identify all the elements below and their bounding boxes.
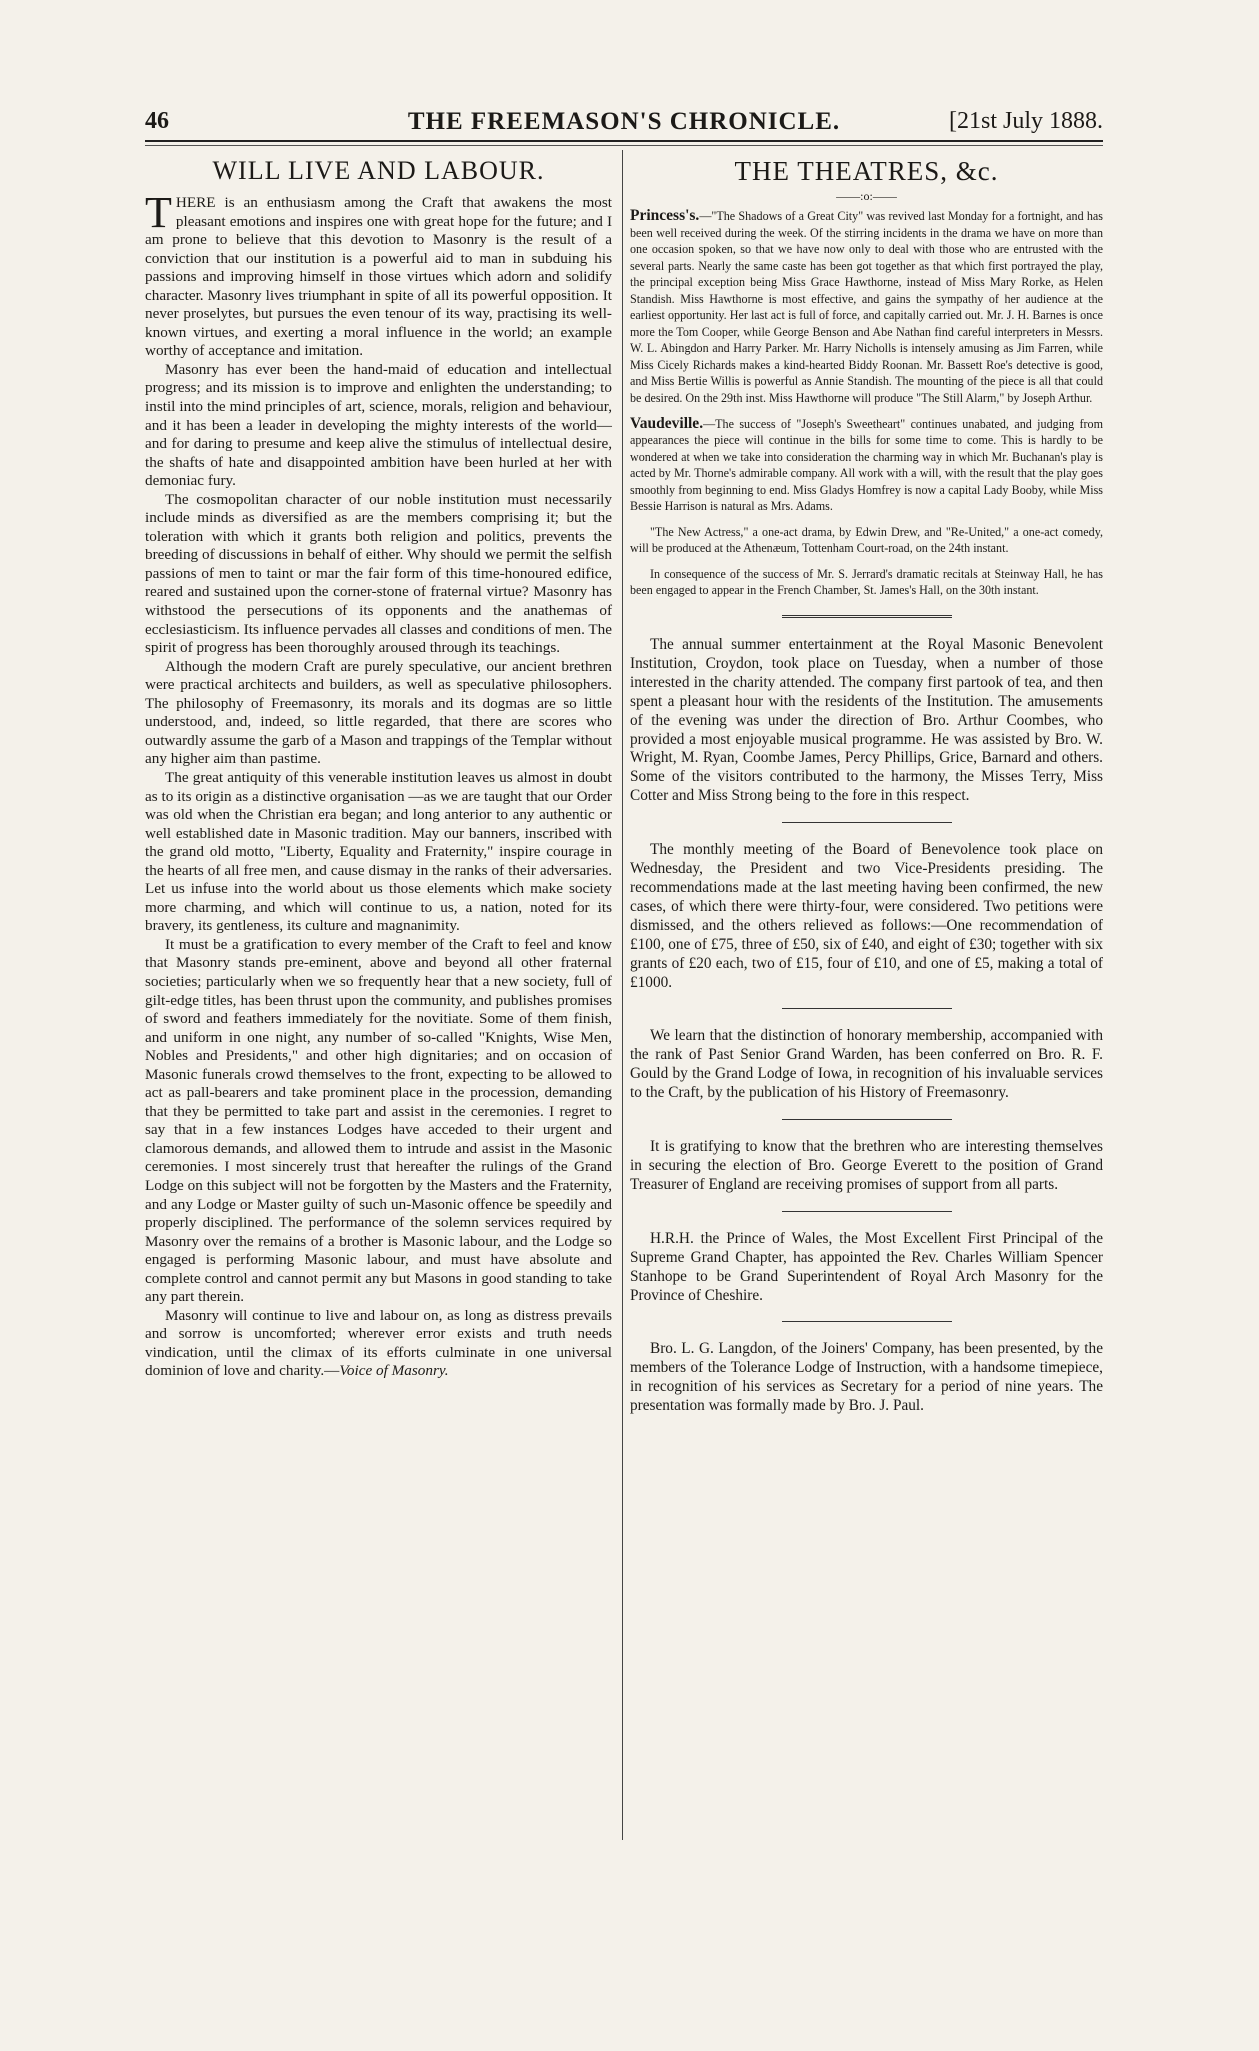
item-separator	[782, 1321, 952, 1322]
theatre-items	[630, 208, 1103, 599]
theatre-name: Princess's.	[630, 207, 700, 224]
right-column	[630, 156, 1103, 1416]
article-paragraph: Although the modern Craft are purely speculative, our ancient brethren were practical architects and builders, as well as speculative philosophers. The philosophy of Freemasonry, its morals and its dogmas are so little understood, and, indeed, so little regarded, that there are scores who outwardly assume the garb of a Mason and trappings of the Templar without any higher aim than pastime.	[145, 657, 612, 768]
article-paragraph: Masonry will continue to live and labour on, as long as distress prevails and sorrow is uncomforted; wherever error exists and truth needs vindication, until the climax of its efforts culminate in one universal dominion of love and charity.—Voice of Masonry.	[145, 1306, 612, 1380]
header-rule-thin	[145, 145, 1103, 146]
item-separator	[782, 1119, 952, 1120]
page-header	[145, 108, 1103, 142]
article-paragraph: The great antiquity of this venerable institution leaves us almost in doubt as to its origin as a distinctive organisation —as we are taught that our Order was old when the Christian era began; and long anterior to any authentic or well established date in Masonic tradition. May our banners, inscribed with the grand old motto, "Liberty, Equality and Fraternity," inspire courage in the hearts of all free men, and cause dismay in the ranks of their adversaries. Let us infuse into the world about us those elements which make society more charming, and which will continue to us, a nation, noted for its bravery, its gentleness, its culture and magnanimity.	[145, 768, 612, 935]
issue-date: [21st July 1888.	[948, 108, 1103, 134]
item-separator	[782, 1211, 952, 1212]
left-column	[145, 156, 612, 1381]
theatre-item: Vaudeville.—The success of "Joseph's Sweetheart" continues unabated, and judging from appearances the piece will continue in the bills for some time to come. This is hardly to be wondered at when we take into consideration the charming way in which Mr. Buchanan's play is acted by Mr. Thorne's admirable company. All work with a will, with the result that the play goes smoothly from beginning to end. Miss Gladys Homfrey is now a capital Lady Booby, while Miss Bessie Harrison is natural as Mrs. Adams.	[630, 414, 1103, 514]
theatres-section	[630, 208, 1103, 1416]
publication-title: THE FREEMASON'S CHRONICLE.	[407, 108, 841, 135]
item-separator	[782, 822, 952, 823]
drop-cap: T	[145, 188, 172, 237]
article-paragraph: The cosmopolitan character of our noble institution must necessarily include minds as diversified as are the members comprising it; but the toleration with which it grants both religion and politics, prevents the breeding of discussions in behalf of either. Why should we permit the selfish passions of men to taint or mar the fair form of this time-honoured edifice, reared and sustained upon the corner-stone of fraternal virtue? Masonry has withstood the persecutions of its opponents and the anathemas of ecclesiasticism. Its influence pervades all classes and conditions of men. The spirit of progress has been thoroughly aroused through its teachings.	[145, 490, 613, 657]
section-title: THE THEATRES, &c.	[734, 156, 999, 186]
theatre-note: In consequence of the success of Mr. S. Jerrard's dramatic recitals at Steinway Hall, he has been engaged to appear in the French Chamber, St. James's Hall, on the 30th instant.	[630, 566, 1103, 598]
theatre-name: Vaudeville.	[630, 414, 704, 432]
news-item: It is gratifying to know that the brethren who are interesting themselves in securing the election of Bro. George Everett to the position of Grand Treasurer of England are receiving promises of support from all parts.	[630, 1138, 1103, 1193]
section-separator	[782, 615, 952, 618]
page-number: 46	[145, 108, 169, 134]
news-items	[630, 636, 1103, 1416]
news-item: The annual summer entertainment at the Royal Masonic Benevolent Institution, Croydon, took place on Tuesday, when a number of those interested in the charity attended. The company first partook of tea, and then spent a pleasant hour with the residents of the Institution. The amusements of the evening was under the direction of Bro. Arthur Coombes, who provided a most enjoyable musical programme. He was assisted by Bro. W. Wright, M. Ryan, Coombe James, Percy Phillips, Grice, Barnard and others. Some of the visitors contributed to the harmony, the Misses Terry, Miss Cotter and Miss Strong being to the fore in this respect.	[630, 636, 1103, 805]
news-item: We learn that the distinction of honorary membership, accompanied with the rank of Past Senior Grand Warden, has been conferred on Bro. R. F. Gould by the Grand Lodge of Iowa, in recognition of his invaluable services to the Craft, by the publication of his History of Freemasonry.	[630, 1027, 1103, 1102]
header-rule	[145, 140, 1103, 142]
item-separator	[782, 1008, 952, 1009]
column-divider	[622, 150, 623, 1840]
article-paragraph: It must be a gratification to every member of the Craft to feel and know that Masonry stands pre-eminent, above and beyond all other fraternal societies; particularly when we so frequently hear that a new society, full of gilt-edge titles, has been thrust upon the community, and publishes promises of sword and feathers immediately for the novitiate. Some of them finish, and uniform in one night, any number of so-called "Knights, Wise Men, Nobles and Presidents," and other high dignitaries; and on occasion of Masonic funerals crowd themselves to the front, expecting to be allowed to act as pall-bearers and take prominent place in the procession, demanding that they be permitted to take part and assist in the ceremonies. I regret to say that in a few instances Lodges have acceded to their urgent and clamorous demands, and allowed them to intrude and assist in the Masonic ceremonies. I most sincerely trust that hereafter the rulings of the Grand Lodge on this subject will not be forgotten by the Masters and the Fraternity, and any Lodge or Master guilty of such un-Masonic offence be speedily and properly disciplined. The performance of the solemn services required by Masonry over the remains of a brother is Masonic labour, and the Lodge so engaged is performing Masonic labour, and must have absolute and complete control and cannot permit any but Masons in good standing to take any part therein.	[145, 935, 612, 1306]
news-item: Bro. L. G. Langdon, of the Joiners' Company, has been presented, by the members of the Tolerance Lodge of Instruction, with a handsome timepiece, in recognition of his services as Secretary for a period of nine years. The presentation was formally made by Bro. J. Paul.	[630, 1340, 1103, 1415]
article-paragraph: Masonry has ever been the hand-maid of education and intellectual progress; and its mission is to improve and enlighten the understanding; to instil into the mind principles of art, science, morals, religion and behaviour, and it has been a leader in developing the mighty interests of the world—and for daring to presume and keep alive the stimulus of intellectual desire, the shafts of hate and disappointed ambition have been hurled at her with demoniac fury.	[145, 360, 612, 490]
news-item: H.R.H. the Prince of Wales, the Most Excellent First Principal of the Supreme Grand Chapter, has appointed the Rev. Charles William Spencer Stanhope to be Grand Superintendent of Royal Arch Masonry for the Province of Cheshire.	[630, 1229, 1103, 1304]
article-body	[145, 188, 613, 1381]
article-paragraph: THERE is an enthusiasm among the Craft that awakens the most pleasant emotions and inspires one with great hope for the future; and I am prone to believe that this devotion to Masonry is the result of a conviction that our institution is a powerful aid to man in subduing his passions and improving himself in those virtues which adorn and solidify character. Masonry lives triumphant in spite of all its powerful opposition. It never proselytes, but pursues the even tenour of its way, practising its well-known virtues, and exerting a moral influence in the world; an example worthy of acceptance and imitation.	[145, 188, 612, 360]
news-item: The monthly meeting of the Board of Benevolence took place on Wednesday, the President and two Vice-Presidents presiding. The recommendations made at the last meeting having been confirmed, the new cases, of which there were thirty-four, were considered. Two petitions were dismissed, and the others relieved as follows:—One recommendation of £100, one of £75, three of £50, six of £40, and eight of £30; together with six grants of £20 each, two of £15, four of £10, and one of £5, making a total of £1000.	[630, 841, 1103, 991]
theatre-note: "The New Actress," a one-act drama, by Edwin Drew, and "Re-United," a one-act comedy, will be produced at the Athenæum, Tottenham Court-road, on the 24th instant.	[630, 524, 1103, 556]
article-title: WILL LIVE AND LABOUR.	[212, 156, 545, 185]
theatre-item: Princess's.—"The Shadows of a Great City" was revived last Monday for a fortnight, and has been well received during the week. Of the stirring incidents in the drama we have on more than one occasion spoken, so that we have now only to deal with those who are entrusted with the several parts. Nearly the same caste has been got together as that which first portrayed the play, the principal exception being Miss Grace Hawthorne, instead of Miss Mary Rorke, as Helen Standish. Miss Hawthorne is most effective, and gains the sympathy of her audience at the earliest opportunity. Her last act is full of force, and capitally carried out. Mr. J. H. Barnes is once more the Tom Cooper, while George Benson and Abe Nathan find careful interpreters in Messrs. W. L. Abingdon and Harry Parker. Mr. Harry Nicholls is intensely amusing as Jim Farren, while Miss Cicely Richards makes a kind-hearted Biddy Roonan. Mr. Bassett Roe's detective is good, and Miss Bertie Willis is powerful as Annie Standish. The mounting of the piece is all that could be desired. On the 29th inst. Miss Hawthorne will produce "The Still Alarm," by Joseph Arthur.	[630, 207, 1103, 406]
section-ornament: ——:o:——	[836, 189, 897, 203]
article-source: Voice of Masonry.	[339, 1362, 449, 1380]
